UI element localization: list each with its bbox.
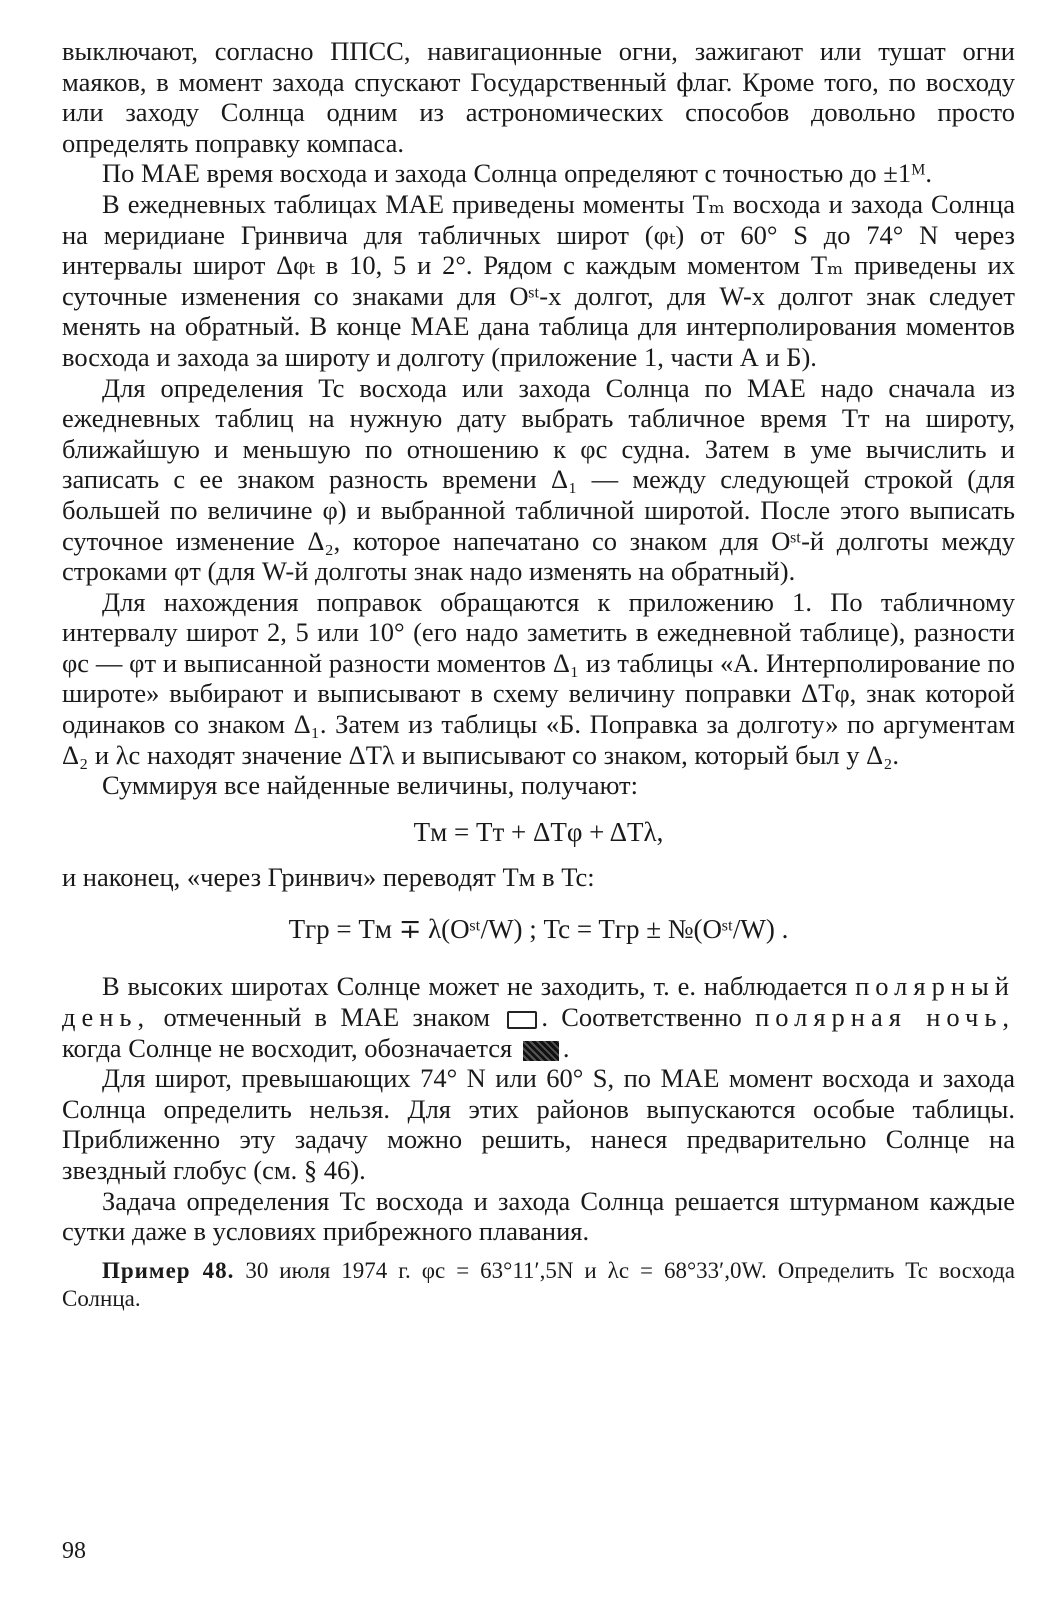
formula-sum: Tм = Tт + ΔTφ + ΔTλ,: [413, 816, 664, 847]
paragraph: выключают, согласно ППСС, навигационные огни, зажигают или тушат огни маяков, в момент захода спускают Государственный флаг. Кроме того, по восходу или заходу Солнца одним из астрономических способов довольно просто определять поправку компаса.: [62, 36, 1015, 158]
example-label: Пример 48.: [102, 1257, 235, 1283]
text-fragment: .: [562, 1032, 570, 1063]
paragraph: Для широт, превышающих 74° N или 60° S, по МАЕ момент восхода и захода Солнца определить нельзя. Для этих районов выпускаются особые таблицы. Приближенно эту задачу можно решить, нанеся предварительно Солнце на звездный глобус (см. § 46).: [62, 1063, 1015, 1185]
text-fragment: отмеченный в МАЕ знаком: [163, 1002, 490, 1033]
paragraph: Суммируя все найденные величины, получают:: [102, 770, 639, 801]
text-fragment: когда Солнце не восходит, обозначается: [62, 1032, 513, 1063]
example-block: [62, 1257, 1015, 1313]
paragraph: По МАЕ время восхода и захода Солнца определяют с точностью до ±1ᴹ.: [102, 158, 933, 189]
paragraph-polar: [62, 971, 1015, 1063]
paragraph: В ежедневных таблицах МАЕ приведены моменты Tₘ восхода и захода Солнца на меридиане Гринвича для табличных широт (φₜ) от 60° S до 74° N через интервалы широт Δφₜ в 10, 5 и 2°. Рядом с каждым моментом Tₘ приведены их суточные изменения со знаками для Oˢᵗ-х долгот, для W-х долгот знак следует менять на обратный. В конце МАЕ дана таблица для интерполирования моментов восхода и захода за широту и долготу (приложение 1, части А и Б).: [62, 188, 1015, 372]
page-number: 98: [62, 1538, 86, 1564]
text-fragment: . Соответственно: [541, 1002, 742, 1033]
paragraph: Задача определения Tc восхода и захода Солнца решается штурманом каждые сутки даже в условиях прибрежного плавания.: [62, 1185, 1015, 1247]
polar-day-symbol-icon: [507, 1011, 537, 1029]
text-fragment: В высоких широтах Солнце может не заходить, т. е. наблюдается: [102, 971, 848, 1002]
term-polar-night: полярная ночь,: [755, 1002, 1016, 1033]
polar-night-symbol-icon: [523, 1041, 559, 1061]
paragraph: Для нахождения поправок обращаются к приложению 1. По табличному интервалу широт 2, 5 или 10° (его надо заметить в ежедневной таблице), разности φc — φт и выписанной разности моментов Δ₁ из таблицы «А. Интерполирование по широте» выбирают и выписывают в схему величину поправки ΔTφ, знак которой одинаков со знаком Δ₁. Затем из таблицы «Б. Поправка за долготу» по аргументам Δ₂ и λc находят значение ΔTλ и выписывают со знаком, который был у Δ₂.: [62, 586, 1015, 770]
example-text: 30 июля 1974 г. φc = 63°11′,5N и λc = 68°33′,0W. Определить Tc восхода Солнца.: [62, 1257, 1015, 1311]
term-polar-day: полярный день,: [62, 971, 1015, 1033]
paragraph: и наконец, «через Гринвич» переводят Tм в Tc:: [62, 861, 595, 892]
formula-conversion: Tгр = Tм ∓ λ(Oˢᵗ/W) ; Tc = Tгр ± №(Oˢᵗ/W) .: [288, 914, 789, 945]
paragraph: Для определения Tc восхода или захода Солнца по МАЕ надо сначала из ежедневных таблиц на нужную дату выбрать табличное время Tт на широту, ближайшую и меньшую по отношению к φc судна. Затем в уме вычислить и записать с ее знаком разность времени Δ₁ — между следующей строкой (для большей по величине φ) и выбранной табличной широтой. После этого выписать суточное изменение Δ₂, которое напечатано со знаком для Oˢᵗ-й долготы между строками φт (для W-й долготы знак надо изменять на обратный).: [62, 372, 1015, 587]
